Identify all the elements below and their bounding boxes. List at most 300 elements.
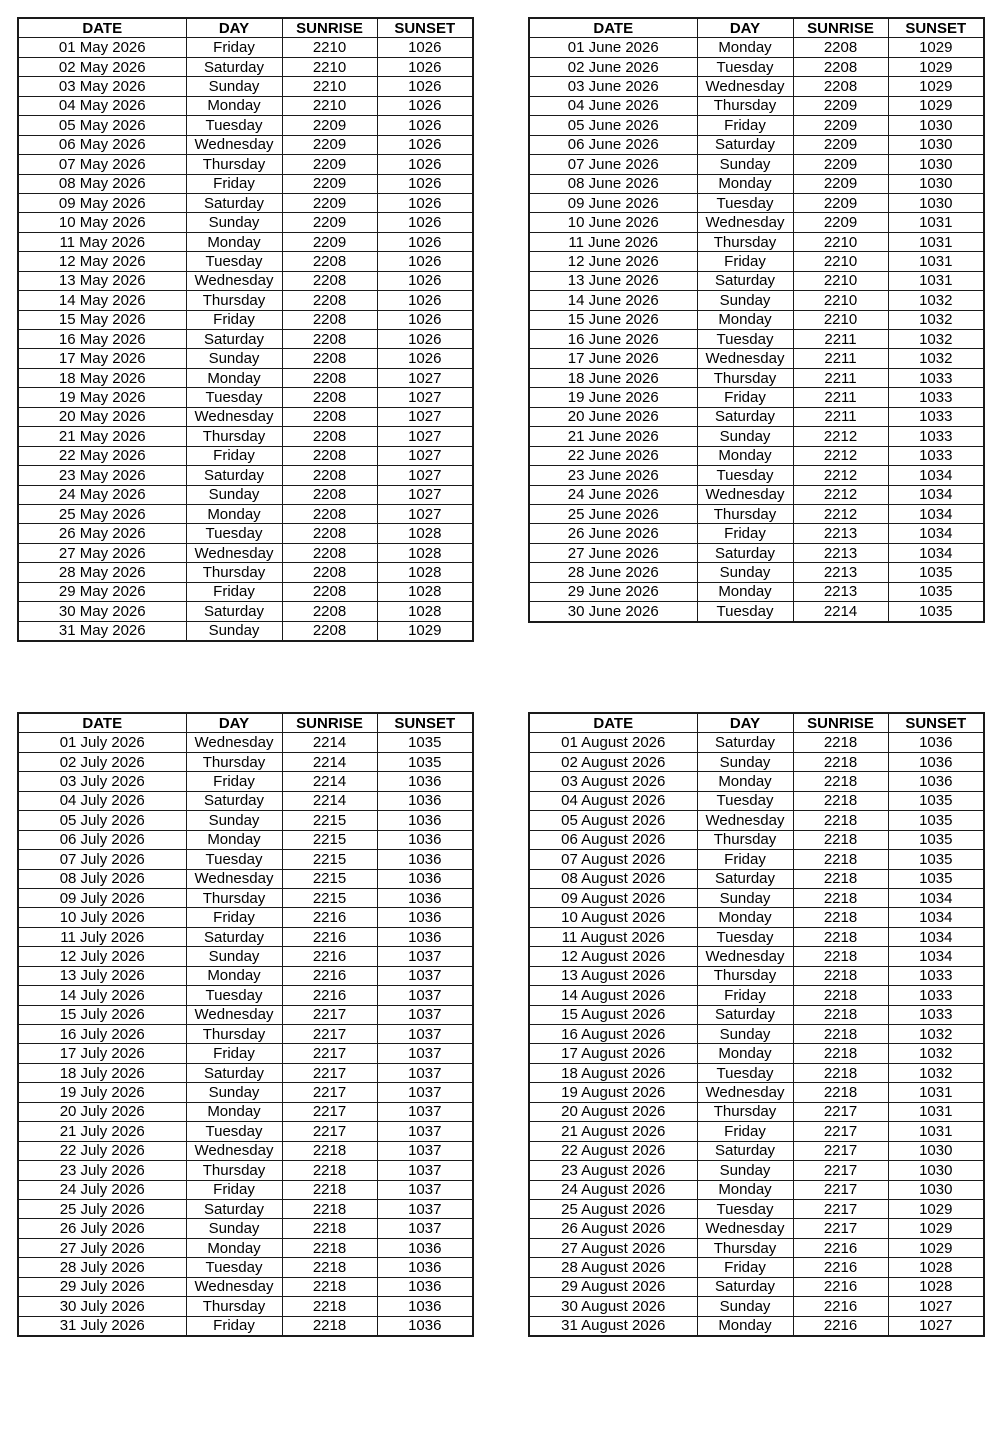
sunrise-cell: 2216: [282, 908, 377, 927]
sunset-cell: 1035: [377, 733, 473, 752]
sunrise-cell: 2210: [282, 96, 377, 115]
day-cell: Thursday: [697, 368, 793, 387]
table-row: [18, 1180, 473, 1199]
sunrise-cell: 2208: [282, 466, 377, 485]
day-cell: Tuesday: [186, 850, 282, 869]
column-header-date: DATE: [18, 18, 186, 38]
day-cell: Friday: [697, 850, 793, 869]
sunrise-cell: 2208: [282, 271, 377, 290]
date-cell: 23 June 2026: [529, 466, 697, 485]
sunrise-cell: 2211: [793, 349, 888, 368]
table-row: [18, 927, 473, 946]
column-header-sunrise: SUNRISE: [282, 18, 377, 38]
sunrise-cell: 2214: [282, 772, 377, 791]
day-cell: Sunday: [697, 1297, 793, 1316]
table-row: [529, 174, 984, 193]
table-row: [18, 1044, 473, 1063]
sunset-cell: 1033: [888, 388, 984, 407]
column-header-day: DAY: [186, 18, 282, 38]
table-row: [529, 1102, 984, 1121]
date-cell: 27 July 2026: [18, 1238, 186, 1257]
sunset-cell: 1032: [888, 1044, 984, 1063]
day-cell: Sunday: [186, 947, 282, 966]
table-row: [529, 927, 984, 946]
sunrise-cell: 2208: [793, 38, 888, 57]
sunset-cell: 1036: [377, 772, 473, 791]
date-cell: 02 May 2026: [18, 57, 186, 76]
table-row: [529, 908, 984, 927]
sunrise-cell: 2217: [793, 1102, 888, 1121]
table-row: [18, 811, 473, 830]
sunset-cell: 1032: [888, 291, 984, 310]
table-row: [18, 77, 473, 96]
table-row: [18, 485, 473, 504]
day-cell: Friday: [186, 772, 282, 791]
table-row: [529, 504, 984, 523]
sunrise-cell: 2213: [793, 543, 888, 562]
date-cell: 13 July 2026: [18, 966, 186, 985]
sunrise-cell: 2208: [282, 330, 377, 349]
date-cell: 04 July 2026: [18, 791, 186, 810]
day-cell: Monday: [697, 582, 793, 601]
day-cell: Monday: [186, 96, 282, 115]
sunset-cell: 1037: [377, 1063, 473, 1082]
date-cell: 19 June 2026: [529, 388, 697, 407]
sunrise-cell: 2211: [793, 388, 888, 407]
table-row: [529, 1180, 984, 1199]
day-cell: Tuesday: [697, 466, 793, 485]
day-cell: Monday: [186, 830, 282, 849]
table-row: [18, 582, 473, 601]
table-row: [529, 888, 984, 907]
day-cell: Saturday: [697, 543, 793, 562]
sunrise-cell: 2217: [282, 1122, 377, 1141]
sunset-cell: 1026: [377, 330, 473, 349]
table-row: [18, 466, 473, 485]
sunset-cell: 1026: [377, 213, 473, 232]
sunset-cell: 1026: [377, 310, 473, 329]
sunrise-cell: 2217: [282, 1005, 377, 1024]
day-cell: Friday: [697, 986, 793, 1005]
day-cell: Thursday: [697, 966, 793, 985]
day-cell: Thursday: [697, 830, 793, 849]
date-cell: 01 May 2026: [18, 38, 186, 57]
sunset-cell: 1030: [888, 1161, 984, 1180]
table-row: [18, 791, 473, 810]
sunset-cell: 1033: [888, 427, 984, 446]
sunrise-cell: 2212: [793, 485, 888, 504]
sunrise-cell: 2208: [282, 349, 377, 368]
date-cell: 10 July 2026: [18, 908, 186, 927]
date-cell: 11 July 2026: [18, 927, 186, 946]
date-cell: 31 July 2026: [18, 1316, 186, 1336]
date-cell: 10 June 2026: [529, 213, 697, 232]
table-row: [529, 1044, 984, 1063]
table-row: [529, 1025, 984, 1044]
sunrise-cell: 2218: [793, 986, 888, 1005]
day-cell: Wednesday: [186, 1277, 282, 1296]
sunset-cell: 1037: [377, 1141, 473, 1160]
sunset-cell: 1034: [888, 466, 984, 485]
sunset-cell: 1031: [888, 1102, 984, 1121]
table-row: [529, 1005, 984, 1024]
day-cell: Friday: [697, 1258, 793, 1277]
sunrise-cell: 2208: [282, 368, 377, 387]
day-cell: Tuesday: [697, 791, 793, 810]
table-row: [18, 850, 473, 869]
sunset-cell: 1037: [377, 1083, 473, 1102]
sunrise-cell: 2210: [793, 232, 888, 251]
sunset-cell: 1036: [888, 772, 984, 791]
sunrise-cell: 2215: [282, 830, 377, 849]
table-row: [529, 407, 984, 426]
sunrise-cell: 2218: [793, 1063, 888, 1082]
day-cell: Tuesday: [186, 524, 282, 543]
table-row: [529, 582, 984, 601]
sunset-cell: 1030: [888, 193, 984, 212]
sunrise-cell: 2208: [282, 291, 377, 310]
sunset-cell: 1027: [888, 1316, 984, 1336]
sunset-cell: 1031: [888, 232, 984, 251]
day-cell: Wednesday: [697, 349, 793, 368]
day-cell: Thursday: [186, 752, 282, 771]
sunrise-cell: 2213: [793, 563, 888, 582]
sunrise-cell: 2218: [793, 830, 888, 849]
date-cell: 30 August 2026: [529, 1297, 697, 1316]
date-cell: 06 June 2026: [529, 135, 697, 154]
sunrise-cell: 2208: [282, 504, 377, 523]
day-cell: Monday: [697, 772, 793, 791]
sunset-cell: 1026: [377, 232, 473, 251]
sunrise-cell: 2209: [793, 193, 888, 212]
day-cell: Friday: [186, 1316, 282, 1336]
sunset-cell: 1029: [888, 96, 984, 115]
date-cell: 29 May 2026: [18, 582, 186, 601]
sunset-cell: 1036: [377, 1258, 473, 1277]
table-row: [529, 830, 984, 849]
date-cell: 05 June 2026: [529, 116, 697, 135]
day-cell: Wednesday: [186, 869, 282, 888]
sunset-cell: 1028: [377, 563, 473, 582]
day-cell: Monday: [697, 1180, 793, 1199]
date-cell: 09 May 2026: [18, 193, 186, 212]
sunrise-cell: 2213: [793, 582, 888, 601]
sunrise-cell: 2218: [793, 1005, 888, 1024]
date-cell: 12 August 2026: [529, 947, 697, 966]
table-row: [529, 96, 984, 115]
date-cell: 17 August 2026: [529, 1044, 697, 1063]
date-cell: 03 May 2026: [18, 77, 186, 96]
date-cell: 27 August 2026: [529, 1238, 697, 1257]
table-row: [18, 116, 473, 135]
sunset-cell: 1037: [377, 947, 473, 966]
day-cell: Thursday: [186, 1161, 282, 1180]
sunset-cell: 1035: [888, 811, 984, 830]
table-row: [18, 986, 473, 1005]
sunrise-cell: 2210: [282, 57, 377, 76]
sunset-cell: 1034: [888, 947, 984, 966]
sunrise-cell: 2212: [793, 504, 888, 523]
day-cell: Sunday: [186, 349, 282, 368]
date-cell: 06 August 2026: [529, 830, 697, 849]
sunset-cell: 1036: [377, 791, 473, 810]
column-header-day: DAY: [697, 18, 793, 38]
sunrise-cell: 2217: [793, 1199, 888, 1218]
table-row: [529, 1277, 984, 1296]
day-cell: Wednesday: [186, 543, 282, 562]
sunset-cell: 1037: [377, 1199, 473, 1218]
sunset-cell: 1032: [888, 1063, 984, 1082]
day-cell: Saturday: [697, 1005, 793, 1024]
day-cell: Saturday: [697, 1141, 793, 1160]
date-cell: 15 July 2026: [18, 1005, 186, 1024]
sunrise-cell: 2217: [793, 1122, 888, 1141]
sunrise-cell: 2217: [793, 1180, 888, 1199]
sunrise-cell: 2208: [282, 602, 377, 621]
date-cell: 24 August 2026: [529, 1180, 697, 1199]
table-row: [18, 1199, 473, 1218]
day-cell: Sunday: [186, 811, 282, 830]
day-cell: Wednesday: [697, 811, 793, 830]
sunset-cell: 1033: [888, 1005, 984, 1024]
sunset-cell: 1035: [888, 850, 984, 869]
date-cell: 26 June 2026: [529, 524, 697, 543]
table-row: [18, 1141, 473, 1160]
table-row: [529, 1161, 984, 1180]
sunrise-cell: 2218: [282, 1180, 377, 1199]
sunrise-cell: 2217: [282, 1025, 377, 1044]
date-cell: 18 June 2026: [529, 368, 697, 387]
table-row: [18, 174, 473, 193]
table-row: [529, 1199, 984, 1218]
table-row: [18, 1219, 473, 1238]
table-row: [18, 135, 473, 154]
table-row: [529, 466, 984, 485]
table-row: [18, 1297, 473, 1316]
sunset-cell: 1033: [888, 446, 984, 465]
table-row: [18, 524, 473, 543]
sunset-cell: 1028: [377, 524, 473, 543]
date-cell: 14 May 2026: [18, 291, 186, 310]
sunset-cell: 1034: [888, 927, 984, 946]
column-header-day: DAY: [186, 713, 282, 733]
day-cell: Saturday: [186, 466, 282, 485]
date-cell: 23 May 2026: [18, 466, 186, 485]
sunset-cell: 1036: [377, 1316, 473, 1336]
sunrise-cell: 2212: [793, 446, 888, 465]
date-cell: 28 August 2026: [529, 1258, 697, 1277]
table-row: [18, 38, 473, 57]
table-row: [529, 213, 984, 232]
date-cell: 30 July 2026: [18, 1297, 186, 1316]
sunrise-cell: 2213: [793, 524, 888, 543]
day-cell: Thursday: [186, 291, 282, 310]
sunset-cell: 1030: [888, 174, 984, 193]
sunrise-cell: 2209: [793, 155, 888, 174]
date-cell: 30 May 2026: [18, 602, 186, 621]
sunset-cell: 1037: [377, 1161, 473, 1180]
sunrise-cell: 2216: [793, 1238, 888, 1257]
sunrise-cell: 2209: [793, 135, 888, 154]
sunset-cell: 1037: [377, 966, 473, 985]
date-cell: 08 May 2026: [18, 174, 186, 193]
sunrise-cell: 2217: [793, 1141, 888, 1160]
table-row: [529, 733, 984, 752]
day-cell: Friday: [186, 38, 282, 57]
date-cell: 22 August 2026: [529, 1141, 697, 1160]
sunrise-cell: 2218: [793, 850, 888, 869]
day-cell: Friday: [186, 310, 282, 329]
day-cell: Tuesday: [697, 193, 793, 212]
sunset-cell: 1027: [377, 407, 473, 426]
day-cell: Friday: [186, 908, 282, 927]
day-cell: Friday: [697, 252, 793, 271]
sunset-cell: 1031: [888, 1083, 984, 1102]
sunrise-cell: 2218: [793, 966, 888, 985]
date-cell: 16 July 2026: [18, 1025, 186, 1044]
table-row: [18, 388, 473, 407]
day-cell: Sunday: [697, 291, 793, 310]
date-cell: 07 August 2026: [529, 850, 697, 869]
sun-table-august: [528, 712, 985, 1337]
table-row: [529, 986, 984, 1005]
day-cell: Tuesday: [186, 986, 282, 1005]
day-cell: Tuesday: [697, 330, 793, 349]
date-cell: 27 May 2026: [18, 543, 186, 562]
sunset-cell: 1028: [377, 602, 473, 621]
day-cell: Tuesday: [186, 1122, 282, 1141]
sunrise-cell: 2209: [793, 116, 888, 135]
date-cell: 09 July 2026: [18, 888, 186, 907]
table-row: [18, 1083, 473, 1102]
sunset-cell: 1031: [888, 252, 984, 271]
day-cell: Thursday: [186, 1025, 282, 1044]
day-cell: Saturday: [186, 602, 282, 621]
date-cell: 18 May 2026: [18, 368, 186, 387]
date-cell: 03 July 2026: [18, 772, 186, 791]
date-cell: 22 July 2026: [18, 1141, 186, 1160]
table-row: [529, 811, 984, 830]
sunset-cell: 1026: [377, 271, 473, 290]
sunset-cell: 1036: [377, 850, 473, 869]
table-row: [18, 543, 473, 562]
column-header-date: DATE: [529, 713, 697, 733]
table-row: [529, 193, 984, 212]
day-cell: Monday: [697, 174, 793, 193]
day-cell: Friday: [697, 1122, 793, 1141]
sunrise-cell: 2217: [282, 1102, 377, 1121]
sunrise-cell: 2216: [282, 966, 377, 985]
date-cell: 13 August 2026: [529, 966, 697, 985]
date-cell: 16 May 2026: [18, 330, 186, 349]
date-cell: 30 June 2026: [529, 602, 697, 622]
date-cell: 11 June 2026: [529, 232, 697, 251]
date-cell: 26 July 2026: [18, 1219, 186, 1238]
date-cell: 24 May 2026: [18, 485, 186, 504]
day-cell: Sunday: [186, 485, 282, 504]
day-cell: Wednesday: [697, 77, 793, 96]
sunrise-cell: 2214: [282, 791, 377, 810]
sunset-cell: 1026: [377, 155, 473, 174]
day-cell: Tuesday: [186, 388, 282, 407]
table-row: [529, 116, 984, 135]
sunrise-cell: 2209: [793, 213, 888, 232]
date-cell: 19 July 2026: [18, 1083, 186, 1102]
table-row: [18, 310, 473, 329]
date-cell: 25 July 2026: [18, 1199, 186, 1218]
day-cell: Friday: [186, 446, 282, 465]
date-cell: 15 June 2026: [529, 310, 697, 329]
sun-table-june: [528, 17, 985, 623]
sunset-cell: 1033: [888, 966, 984, 985]
sunset-cell: 1033: [888, 368, 984, 387]
sunrise-cell: 2210: [793, 271, 888, 290]
sunset-cell: 1036: [888, 752, 984, 771]
sunset-cell: 1037: [377, 1180, 473, 1199]
table-row: [18, 1025, 473, 1044]
table-row: [18, 1005, 473, 1024]
sunset-cell: 1026: [377, 174, 473, 193]
sunset-cell: 1035: [888, 582, 984, 601]
sunset-cell: 1028: [888, 1258, 984, 1277]
day-cell: Thursday: [697, 1238, 793, 1257]
table-row: [529, 1297, 984, 1316]
sunrise-cell: 2218: [282, 1141, 377, 1160]
sunrise-cell: 2218: [793, 927, 888, 946]
date-cell: 31 August 2026: [529, 1316, 697, 1336]
sunset-cell: 1034: [888, 524, 984, 543]
day-cell: Sunday: [697, 427, 793, 446]
table-row: [18, 1102, 473, 1121]
date-cell: 06 May 2026: [18, 135, 186, 154]
sunset-cell: 1028: [888, 1277, 984, 1296]
sunrise-cell: 2218: [793, 811, 888, 830]
day-cell: Monday: [186, 1238, 282, 1257]
sunset-cell: 1035: [888, 563, 984, 582]
date-cell: 17 July 2026: [18, 1044, 186, 1063]
sunrise-cell: 2209: [282, 232, 377, 251]
date-cell: 11 May 2026: [18, 232, 186, 251]
sunrise-cell: 2212: [793, 427, 888, 446]
date-cell: 18 August 2026: [529, 1063, 697, 1082]
date-cell: 14 July 2026: [18, 986, 186, 1005]
sunset-cell: 1027: [377, 466, 473, 485]
date-cell: 10 May 2026: [18, 213, 186, 232]
sunrise-cell: 2210: [793, 291, 888, 310]
day-cell: Monday: [186, 232, 282, 251]
sunrise-cell: 2218: [282, 1297, 377, 1316]
date-cell: 12 June 2026: [529, 252, 697, 271]
date-cell: 15 August 2026: [529, 1005, 697, 1024]
date-cell: 04 May 2026: [18, 96, 186, 115]
sunrise-cell: 2215: [282, 811, 377, 830]
sunset-cell: 1034: [888, 908, 984, 927]
sunrise-cell: 2218: [793, 733, 888, 752]
sunrise-cell: 2215: [282, 888, 377, 907]
table-row: [529, 252, 984, 271]
sunrise-cell: 2218: [793, 1083, 888, 1102]
table-row: [18, 1258, 473, 1277]
sunset-cell: 1029: [888, 57, 984, 76]
sunset-cell: 1035: [888, 830, 984, 849]
table-row: [18, 1238, 473, 1257]
sunrise-cell: 2218: [282, 1316, 377, 1336]
date-cell: 25 August 2026: [529, 1199, 697, 1218]
sun-table-july: [17, 712, 474, 1337]
date-cell: 12 May 2026: [18, 252, 186, 271]
sunset-cell: 1030: [888, 1180, 984, 1199]
day-cell: Wednesday: [697, 485, 793, 504]
